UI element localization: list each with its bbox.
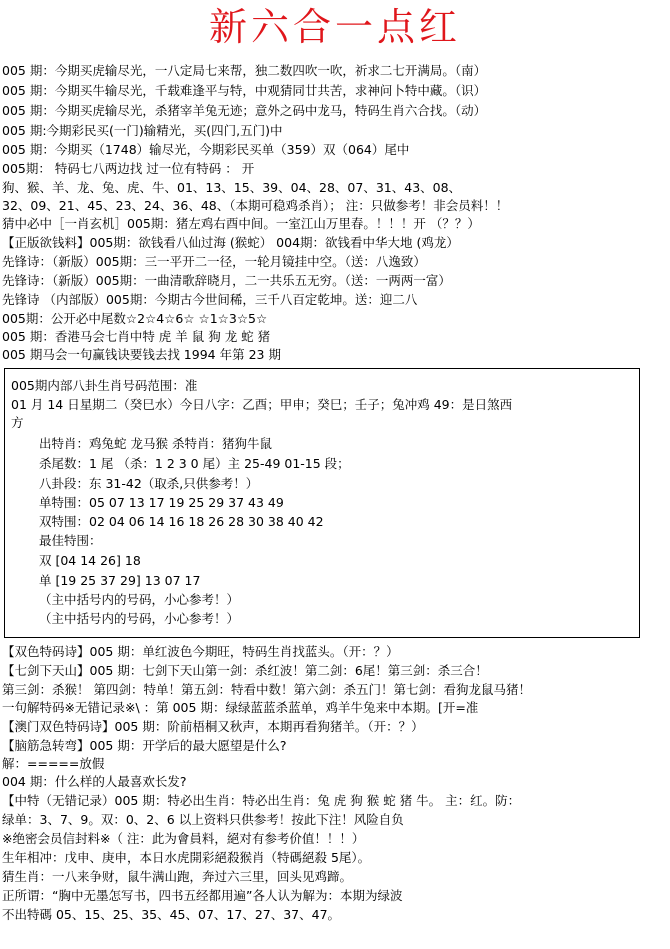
text-line: 005 期:今期彩民买(一门)输精光，买(四门,五门)中 — [2, 123, 283, 138]
text-line: 005 期：香港马会七肖中特 虎 羊 鼠 狗 龙 蛇 猪 — [2, 329, 271, 344]
text-line: 【双色特码诗】005 期：单红波色今期旺，特码生肖找蓝头。（开：？） — [2, 644, 399, 659]
text-line: 狗、猴、羊、龙、兔、虎、牛、01、13、15、39、04、28、07、31、43、08、 — [2, 180, 462, 195]
bagua-range-box — [4, 368, 640, 638]
box-item: 出特肖：鸡兔蛇 龙马猴 杀特肖：猪狗牛鼠 — [39, 436, 272, 451]
text-line: 005期：公开必中尾数☆2☆4☆6☆ ☆1☆3☆5☆ — [2, 311, 268, 326]
text-line: 先锋诗：（新版）005期：三一平开二一径，一轮月镜挂中空。（送：八逸致） — [2, 254, 426, 269]
text-line: 005 期：今期买虎输尽光，杀猪宰羊兔无迹；意外之码中龙马，特码生肖六合找。（动） — [2, 103, 487, 118]
box-heading: 005期内部八卦生肖号码范围：准 — [11, 378, 198, 393]
text-line: 先锋诗：（新版）005期：一曲清歌辞晓月，二一共乐五无穷。（送：一两两一富） — [2, 273, 451, 288]
text-line: 【中特（无错记录）005 期：特必出生肖：特必出生肖：兔 虎 狗 猴 蛇 猪 牛。 主：红。防： — [2, 793, 521, 808]
date-line-wrap: 方 — [11, 415, 24, 430]
box-item: 双 [04 14 26] 18 — [39, 553, 141, 568]
box-item: （主中括号内的号码，小心参考！） — [39, 611, 240, 626]
text-line: 猜生肖：一八来争财，鼠牛满山跑，奔过六三里，回头见鸡蹄。 — [2, 869, 353, 884]
text-line: 猜中必中［一肖玄机］005期：猪左鸡右酉中间。一室江山万里春。！！！开 （？？） — [2, 216, 480, 231]
text-line: ※绝密会员信封料※（ 注：此为會員料，絕对有参考价值！！！） — [2, 831, 365, 846]
text-line: 005 期：今期买（1748）输尽光，今期彩民买单（359）双（064）尾中 — [2, 142, 410, 157]
text-line: 005期： 特码七八两边找 过一位有特码 ： 开 — [2, 161, 255, 176]
text-line: 不出特碼 05、15、25、35、45、07、17、27、37、47。 — [2, 907, 341, 922]
box-item: 八卦段：东 31-42（取杀,只供参考！） — [39, 476, 259, 491]
text-line: 绿单：3、7、9。双：0、2、6 以上资料只供参考！按此下注！风险自负 — [2, 812, 404, 827]
text-line: 一句解特码※无错记录※\ ：第 005 期：绿绿蓝蓝杀蓝单，鸡羊牛兔来中本期。[开=准 — [2, 700, 479, 715]
text-line: 解：=====放假 — [2, 756, 105, 771]
text-line: 【七剑下天山】005 期：七剑下天山第一剑：杀红波！第二剑：6尾！第三剑：杀三合！ — [2, 663, 488, 678]
text-line: 第三剑：杀猴！ 第四剑：特单！第五剑：特看中数！第六剑：杀五门！第七剑：看狗龙鼠马猪！ — [2, 682, 531, 697]
text-line: 005 期：今期买牛输尽光，千载难逢平与特，中观猜同廿共苦，求神问卜特中藏。（识） — [2, 83, 487, 98]
text-line: 32、09、21、45、23、24、36、48、（本期可稳鸡杀肖）； 注：只做参考！非会员料！！ — [2, 198, 509, 213]
text-line: 【脑筋急转弯】005 期：开学后的最大愿望是什么? — [2, 738, 287, 753]
text-line: 正所谓：“胸中无墨怎写书，四书五经都用遍”各人认为解为：本期为绿波 — [2, 888, 403, 903]
box-item: （主中括号内的号码，小心参考！） — [39, 592, 240, 607]
page-title: 新六合一点红 — [208, 5, 461, 49]
box-item: 最佳特围： — [39, 533, 102, 548]
date-line: 01 月 14 日星期二（癸巳水）今日八字：乙酉；甲申；癸巳；壬子；兔冲鸡 49：是日煞西 — [11, 397, 513, 412]
text-line: 004 期：什么样的人最喜欢长发? — [2, 774, 187, 789]
text-line: 【正版欲钱料】005期：欲钱看八仙过海 (猴蛇） 004期：欲钱看中华大地 (鸡龙） — [2, 235, 459, 250]
text-line: 先锋诗 （内部版）005期：今期古今世间稀，三千八百定乾坤。送：迎二八 — [2, 292, 418, 307]
text-line: 005 期马会一句赢钱诀要钱去找 1994 年第 23 期 — [2, 347, 281, 362]
box-item: 双特围：02 04 06 14 16 18 26 28 30 38 40 42 — [39, 514, 324, 529]
text-line: 005 期：今期买虎输尽光，一八定局七来帮，独二数四吹一吹，祈求二七开满局。（南） — [2, 63, 487, 78]
box-item: 单 [19 25 37 29] 13 07 17 — [39, 573, 201, 588]
text-line: 【澳门双色特码诗】005 期：阶前梧桐又秋声，本期再看狗猪羊。（开：？） — [2, 719, 424, 734]
text-line: 生年相冲：戊申、庚申，本日水虎開彩絕殺猴肖（特碼絕殺 5尾）。 — [2, 850, 371, 865]
box-item: 单特围：05 07 13 17 19 25 29 37 43 49 — [39, 495, 284, 510]
box-item: 杀尾数：1 尾 （杀：1 2 3 0 尾）主 25-49 01-15 段； — [39, 456, 350, 471]
